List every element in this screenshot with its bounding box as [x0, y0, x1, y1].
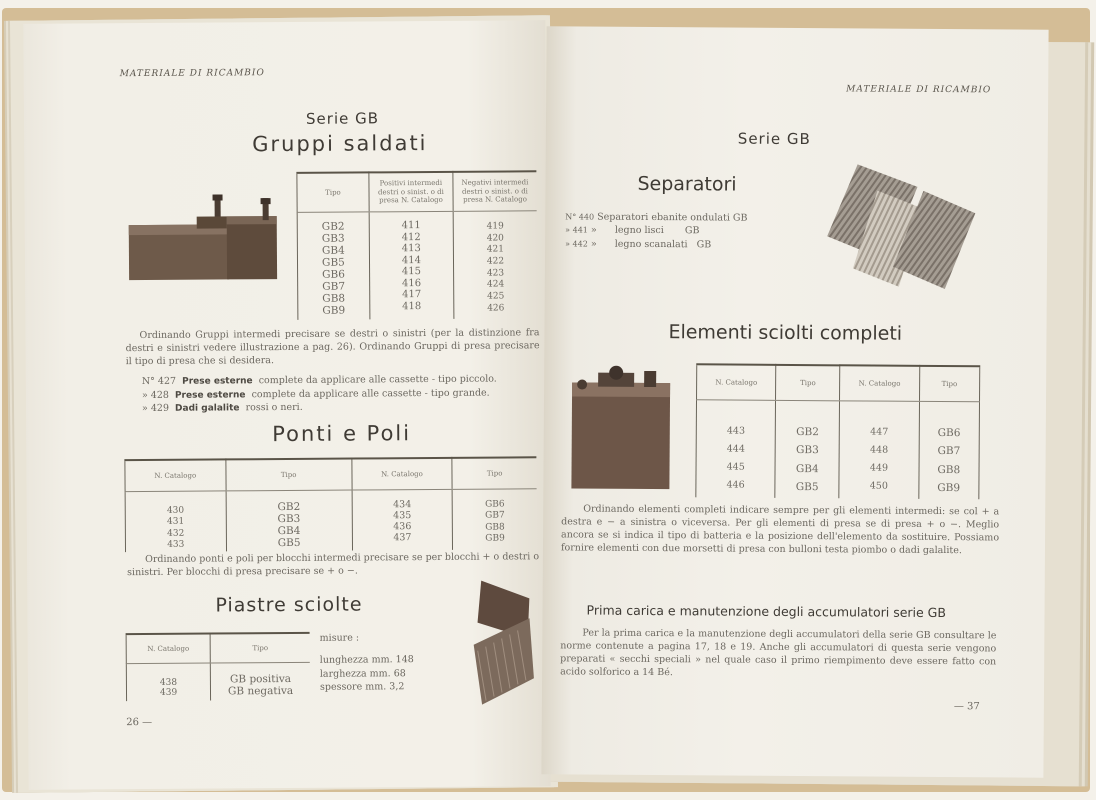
- right-page: [541, 26, 1048, 777]
- section-title-piastre-sciolte: Piastre sciolte: [215, 593, 363, 617]
- item-number: N° 440: [565, 212, 595, 222]
- item-text: complete da applicare alle cassette - tipo piccolo.: [258, 373, 497, 387]
- elementi-table: [695, 363, 980, 498]
- table-cell: 415: [401, 266, 422, 278]
- catalog-column: [839, 401, 919, 499]
- piastre-dimensions: [320, 631, 470, 695]
- col-header: Negativi intermedi destri o sinist. o di presa N. Catalogo: [453, 171, 537, 211]
- table-cell: GB5: [795, 481, 819, 494]
- col-header: Tipo: [210, 633, 310, 663]
- table-cell: 450: [869, 480, 888, 492]
- section-title-ponti-poli: Ponti e Poli: [272, 421, 412, 447]
- table-cell: 444: [726, 443, 745, 455]
- table-cell: 436: [393, 520, 412, 533]
- piastre-table: [126, 632, 310, 701]
- table-cell: 433: [167, 539, 185, 550]
- table-cell: 418: [402, 300, 422, 312]
- separatori-list: [565, 210, 785, 251]
- table-cell: GB3: [321, 232, 345, 245]
- tipo-column: [918, 401, 979, 498]
- item-name: Prese esterne: [174, 389, 246, 401]
- prima-carica-text: Per la prima carica e la manutenzione degli accumulatori della serie GB consultare le norme contenute a pagina 17, 18 e 19. Anche gli accumulatori di questa serie vengono preparati « secchi speciali » nel quale caso il primo riempimento deve essere fatto con acido solforico a 14 Bé.: [560, 627, 997, 679]
- col-header: Tipo: [452, 457, 536, 489]
- list-item: [565, 237, 785, 252]
- item-text: rossi o neri.: [245, 402, 303, 414]
- table-cell: GB positiva: [229, 672, 292, 686]
- table-cell: 448: [869, 444, 889, 456]
- item-text: Separatori ebanite ondulati GB: [597, 211, 748, 224]
- table-cell: 423: [486, 268, 505, 279]
- table-cell: 414: [401, 254, 421, 266]
- table-cell: GB4: [795, 462, 819, 475]
- col-header: Tipo: [776, 365, 840, 401]
- series-heading: Serie GB: [737, 129, 811, 149]
- catalog-column: [352, 489, 453, 550]
- positivi-column: [369, 211, 454, 319]
- ponti-note: Ordinando ponti e poli per blocchi intermedi precisare se per blocchi + o destri o sinistri. Per blocchi di presa precisare se + o −.: [127, 551, 540, 579]
- col-header: Tipo: [297, 172, 369, 212]
- table-cell: 435: [393, 510, 412, 522]
- table-cell: 443: [726, 425, 746, 437]
- separatori-image: [827, 160, 978, 291]
- table-cell: GB4: [321, 244, 345, 257]
- table-cell: GB2: [277, 500, 301, 514]
- table-cell: GB negativa: [227, 685, 294, 698]
- series-heading: Serie GB: [305, 109, 380, 128]
- item-text: » legno scanalati GB: [590, 238, 712, 251]
- table-cell: GB3: [796, 444, 819, 457]
- elementi-image: [567, 364, 672, 491]
- item-text: complete da applicare alle cassette - tipo grande.: [251, 387, 490, 400]
- section-title-gruppi-saldati: Gruppi saldati: [252, 131, 428, 157]
- dimension-thickness: spessore mm. 3,2: [319, 681, 405, 694]
- col-header: N. Catalogo: [840, 365, 920, 401]
- page-number-left: 26 —: [126, 716, 153, 729]
- table-cell: 411: [401, 220, 421, 232]
- table-cell: 438: [159, 677, 178, 688]
- negativi-column: [453, 211, 537, 319]
- tipo-column: [775, 400, 840, 497]
- table-cell: 446: [726, 479, 745, 491]
- table-cell: GB6: [322, 268, 345, 282]
- table-cell: 449: [869, 462, 889, 474]
- table-cell: 447: [870, 426, 889, 438]
- section-title-separatori: Separatori: [637, 172, 737, 196]
- table-cell: 417: [402, 289, 422, 301]
- table-cell: 425: [487, 291, 505, 302]
- item-number: N° 427: [141, 375, 177, 388]
- table-cell: GB3: [277, 512, 301, 526]
- table-cell: 439: [159, 688, 178, 699]
- col-header: Tipo: [225, 459, 351, 491]
- dimension-width: larghezza mm. 68: [319, 667, 406, 680]
- col-header: Positivi intermedi destri o sinist. o di presa N. Catalogo: [369, 172, 453, 212]
- table-cell: 413: [401, 243, 421, 255]
- page-number-right: — 37: [953, 701, 980, 713]
- running-head: MATERIALE DI RICAMBIO: [119, 68, 265, 80]
- table-cell: 419: [486, 221, 504, 232]
- table-cell: 422: [486, 256, 505, 267]
- table-cell: GB2: [796, 426, 820, 439]
- table-cell: GB5: [321, 256, 345, 269]
- table-cell: 430: [166, 505, 185, 516]
- item-name: Prese esterne: [182, 376, 253, 387]
- col-header: Tipo: [919, 366, 980, 402]
- table-cell: 445: [726, 461, 745, 473]
- table-cell: GB6: [937, 426, 961, 440]
- col-header: N. Catalogo: [352, 458, 453, 490]
- table-cell: GB6: [485, 499, 505, 510]
- gruppi-table: [296, 170, 537, 319]
- table-cell: 426: [487, 303, 505, 314]
- table-cell: GB2: [321, 220, 345, 233]
- item-number: » 428: [141, 389, 169, 401]
- section-title-prima-carica: Prima carica e manutenzione degli accumulatori serie GB: [586, 602, 947, 621]
- table-cell: 424: [486, 279, 505, 291]
- running-head: MATERIALE DI RICAMBIO: [846, 84, 992, 96]
- table-cell: GB8: [937, 463, 961, 476]
- piastre-image: [467, 578, 538, 708]
- gruppi-note: Ordinando Gruppi intermedi precisare se destri o sinistri (per la distinzione fra destri e sinistri vedere illustrazione a pag. 26). Ordinando Gruppi di presa precisare il tipo di presa che si desidera.: [125, 327, 540, 368]
- item-number: » 441: [565, 225, 588, 235]
- table-cell: 412: [401, 231, 421, 243]
- items-list: [142, 372, 542, 416]
- dimension-length: lunghezza mm. 148: [319, 653, 414, 666]
- table-cell: 437: [393, 531, 412, 544]
- table-cell: 434: [393, 499, 412, 511]
- item-text: » legno lisci GB: [590, 224, 700, 237]
- list-item: [565, 224, 785, 239]
- elementi-note: Ordinando elementi completi indicare sempre per gli elementi intermedi: se col + a destra e − a sinistra o viceversa. Per gli elementi di presa se di presa + o −. Meglio ancora se si indica il tipo di batteria e la posizione dell'elemento da sostituire. Possiamo fornire elementi con due morsetti di presa con bulloni testa piombo o dadi galalite.: [560, 503, 1000, 557]
- col-header: N. Catalogo: [126, 634, 210, 664]
- catalog-column: [696, 400, 776, 498]
- table-cell: GB7: [322, 280, 346, 294]
- col-header: N. Catalogo: [125, 459, 226, 491]
- table-cell: GB5: [277, 537, 301, 550]
- item-name: Dadi galalite: [175, 403, 240, 414]
- table-cell: GB9: [322, 305, 346, 318]
- misure-label: misure :: [319, 632, 360, 644]
- table-cell: 421: [486, 244, 505, 255]
- list-item: [142, 399, 542, 415]
- table-cell: GB9: [485, 533, 505, 544]
- item-number: » 429: [141, 403, 170, 415]
- tipo-column: [226, 490, 352, 551]
- table-cell: GB7: [937, 445, 961, 458]
- item-number: » 442: [565, 238, 588, 249]
- tipo-column: [297, 212, 370, 319]
- table-cell: 420: [486, 233, 504, 244]
- section-title-elementi: Elementi sciolti completi: [668, 321, 903, 345]
- table-cell: GB8: [322, 292, 346, 306]
- table-cell: GB4: [277, 525, 301, 538]
- left-page: [23, 20, 550, 790]
- catalog-column: [125, 491, 226, 552]
- table-cell: 431: [166, 516, 185, 528]
- ponti-table: [124, 456, 537, 552]
- tipo-column: [210, 662, 310, 700]
- gruppi-saldati-image: [127, 194, 288, 290]
- table-cell: GB9: [937, 482, 961, 495]
- table-cell: 432: [167, 528, 185, 539]
- col-header: N. Catalogo: [697, 364, 777, 400]
- table-cell: GB8: [485, 521, 505, 533]
- table-cell: GB7: [485, 510, 505, 521]
- catalog-column: [126, 663, 210, 701]
- table-cell: 416: [401, 277, 422, 289]
- tipo-column: [452, 489, 537, 550]
